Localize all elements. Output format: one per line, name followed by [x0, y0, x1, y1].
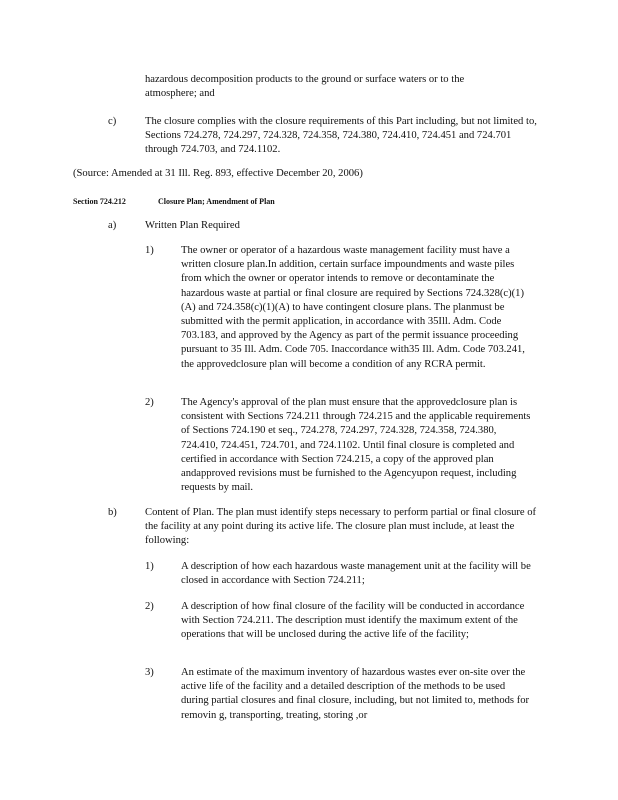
- b2-text: A description of how final closure of the facility will be conducted in accordance with Section 724.211. The description must identify the maximum extent of the operations that will be unclosed during the active life of the facility;: [181, 601, 525, 641]
- b3-text: An estimate of the maximum inventory of hazardous wastes ever on-site over the active life of the facility and a detailed description of the methods to be used during partial closures and final closure, including, but not limited to, methods for removin g, transporting, treating, storing ,or: [181, 667, 530, 721]
- a2-text: The Agency's approval of the plan must ensure that the approvedclosure plan is consistent with Sections 724.211 through 724.215 and the applicable requirements of Sections 724.190 et seq., 724.278, 724.297, 724.328, 724.358, 724.380, 724.410, 724.451, 724.701, and 724.1102. Until final closure is completed and certified in accordance with Section 724.215, a copy of the approved plan andapproved revisions must be furnished to the Agencyupon request, including requests by mail.: [181, 397, 531, 494]
- continuation-paragraph: hazardous decomposition products to the ground or surface waters or to the atmosphere; and: [145, 74, 465, 100]
- section-title: Closure Plan; Amendment of Plan: [158, 197, 275, 206]
- section-number: Section 724.212: [73, 197, 126, 206]
- subsection-b-label: b): [108, 507, 117, 518]
- a1-label: 1): [145, 245, 154, 256]
- subsection-a-label: a): [108, 220, 117, 231]
- item-c-label: c): [108, 116, 117, 127]
- b2-label: 2): [145, 601, 154, 612]
- item-c-text: The closure complies with the closure requirements of this Part including, but not limited to, Sections 724.278, 724.297, 724.328, 724.358, 724.380, 724.410, 724.451 and 724.701 through 724.703, and 724.1102.: [145, 116, 537, 156]
- b3-label: 3): [145, 667, 154, 678]
- subsection-b-text: Content of Plan. The plan must identify steps necessary to perform partial or final closure of the facility at any point during its active life. The closure plan must include, at least the following:: [145, 507, 537, 547]
- a2-label: 2): [145, 397, 154, 408]
- a1-text: The owner or operator of a hazardous waste management facility must have a written closure plan.In addition, certain surface impoundments and waste piles from which the owner or operator intends to remove or decontaminate the hazardous waste at partial or final closure are required by Sections 724.328(c)(1)(A) and 724.358(c)(1)(A) to have contingent closure plans. The planmust be submitted with the permit application, in accordance with 35Ill. Adm. Code 703.183, and approved by the Agency as part of the permit issuance proceeding pursuant to 35 Ill. Adm. Code 705. Inaccordance with35 Ill. Adm. Code 703.241, the approvedclosure plan will become a condition of any RCRA permit.: [181, 245, 525, 370]
- b1-label: 1): [145, 561, 154, 572]
- subsection-a-title: Written Plan Required: [145, 220, 240, 231]
- source-note: (Source: Amended at 31 Ill. Reg. 893, effective December 20, 2006): [73, 168, 363, 179]
- b1-text: A description of how each hazardous waste management unit at the facility will be closed in accordance with Section 724.211;: [181, 561, 531, 587]
